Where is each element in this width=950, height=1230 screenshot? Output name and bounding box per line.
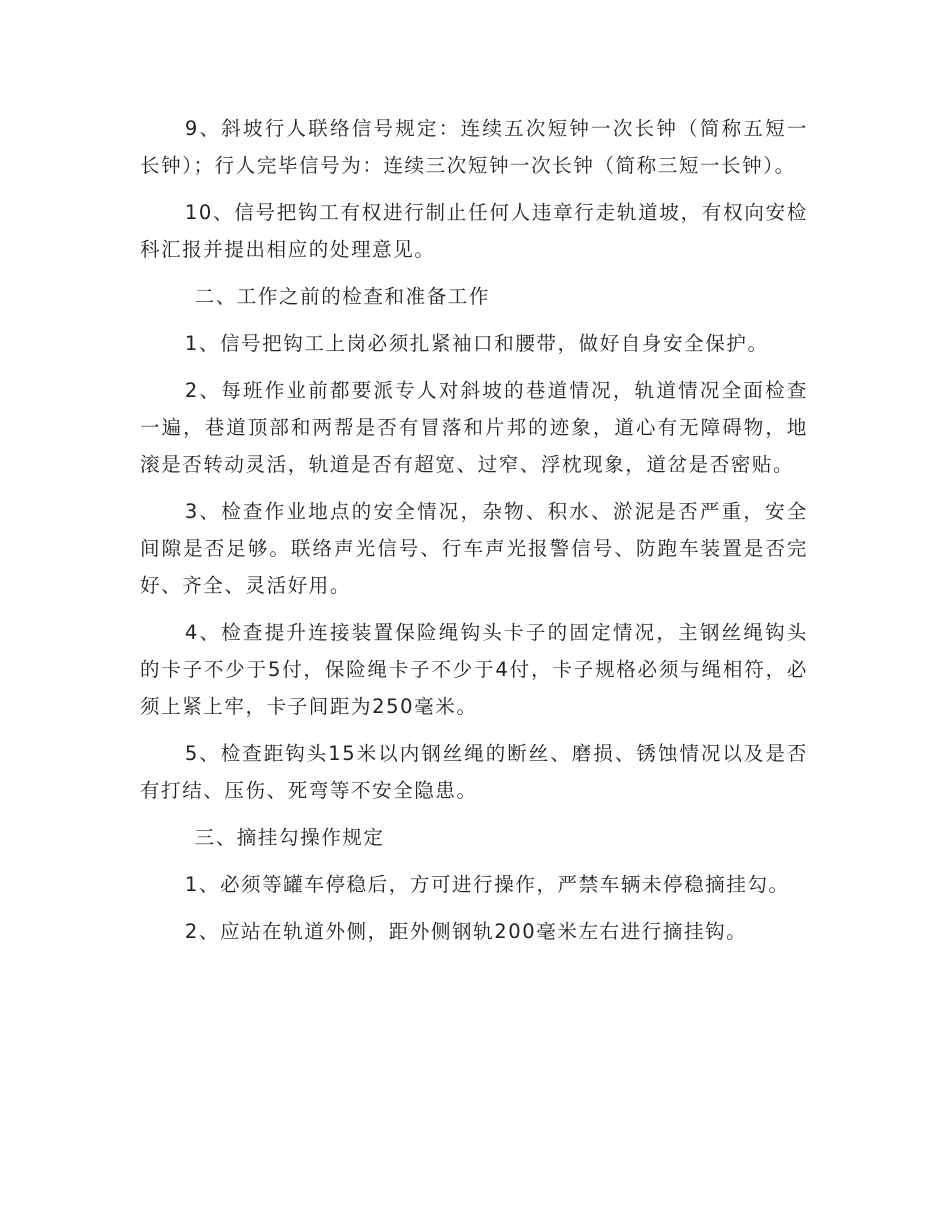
section-heading-pre-work-check: 二、工作之前的检查和准备工作: [194, 285, 490, 308]
paragraph-check-4: 4、检查提升连接装置保险绳钩头卡子的固定情况，主钢丝绳钩头的卡子不少于5付，保险绳卡子不少于4付，卡子规格必须与绳相符，必须上紧上牢，卡子间距为250毫米。: [140, 621, 808, 718]
document-body: [140, 110, 808, 950]
paragraph-check-2: 2、每班作业前都要派专人对斜坡的巷道情况，轨道情况全面检查一遍，巷道顶部和两帮是否有冒落和片邦的迹象，道心有无障碍物，地滚是否转动灵活，轨道是否有超宽、过窄、浮枕现象，道岔是否密贴。: [140, 379, 808, 476]
paragraph-signal-rule-9: 9、斜坡行人联络信号规定：连续五次短钟一次长钟（简称五短一长钟）；行人完毕信号为：连续三次短钟一次长钟（简称三短一长钟）。: [140, 117, 808, 177]
paragraph-hook-rule-2: 2、应站在轨道外侧，距外侧钢轨200毫米左右进行摘挂钩。: [184, 920, 748, 943]
paragraph-check-1: 1、信号把钩工上岗必须扎紧袖口和腰带，做好自身安全保护。: [184, 332, 769, 355]
section-heading-hook-operation: 三、摘挂勾操作规定: [194, 826, 385, 849]
paragraph-check-3: 3、检查作业地点的安全情况，杂物、积水、淤泥是否严重，安全间隙是否足够。联络声光信号、行车声光报警信号、防跑车装置是否完好、齐全、灵活好用。: [140, 500, 808, 597]
paragraph-check-5: 5、检查距钩头15米以内钢丝绳的断丝、磨损、锈蚀情况以及是否有打结、压伤、死弯等不安全隐患。: [140, 742, 808, 802]
paragraph-hook-rule-1: 1、必须等罐车停稳后，方可进行操作，严禁车辆未停稳摘挂勾。: [184, 873, 790, 896]
paragraph-signal-rule-10: 10、信号把钩工有权进行制止任何人违章行走轨道坡，有权向安检科汇报并提出相应的处理意见。: [140, 201, 808, 261]
